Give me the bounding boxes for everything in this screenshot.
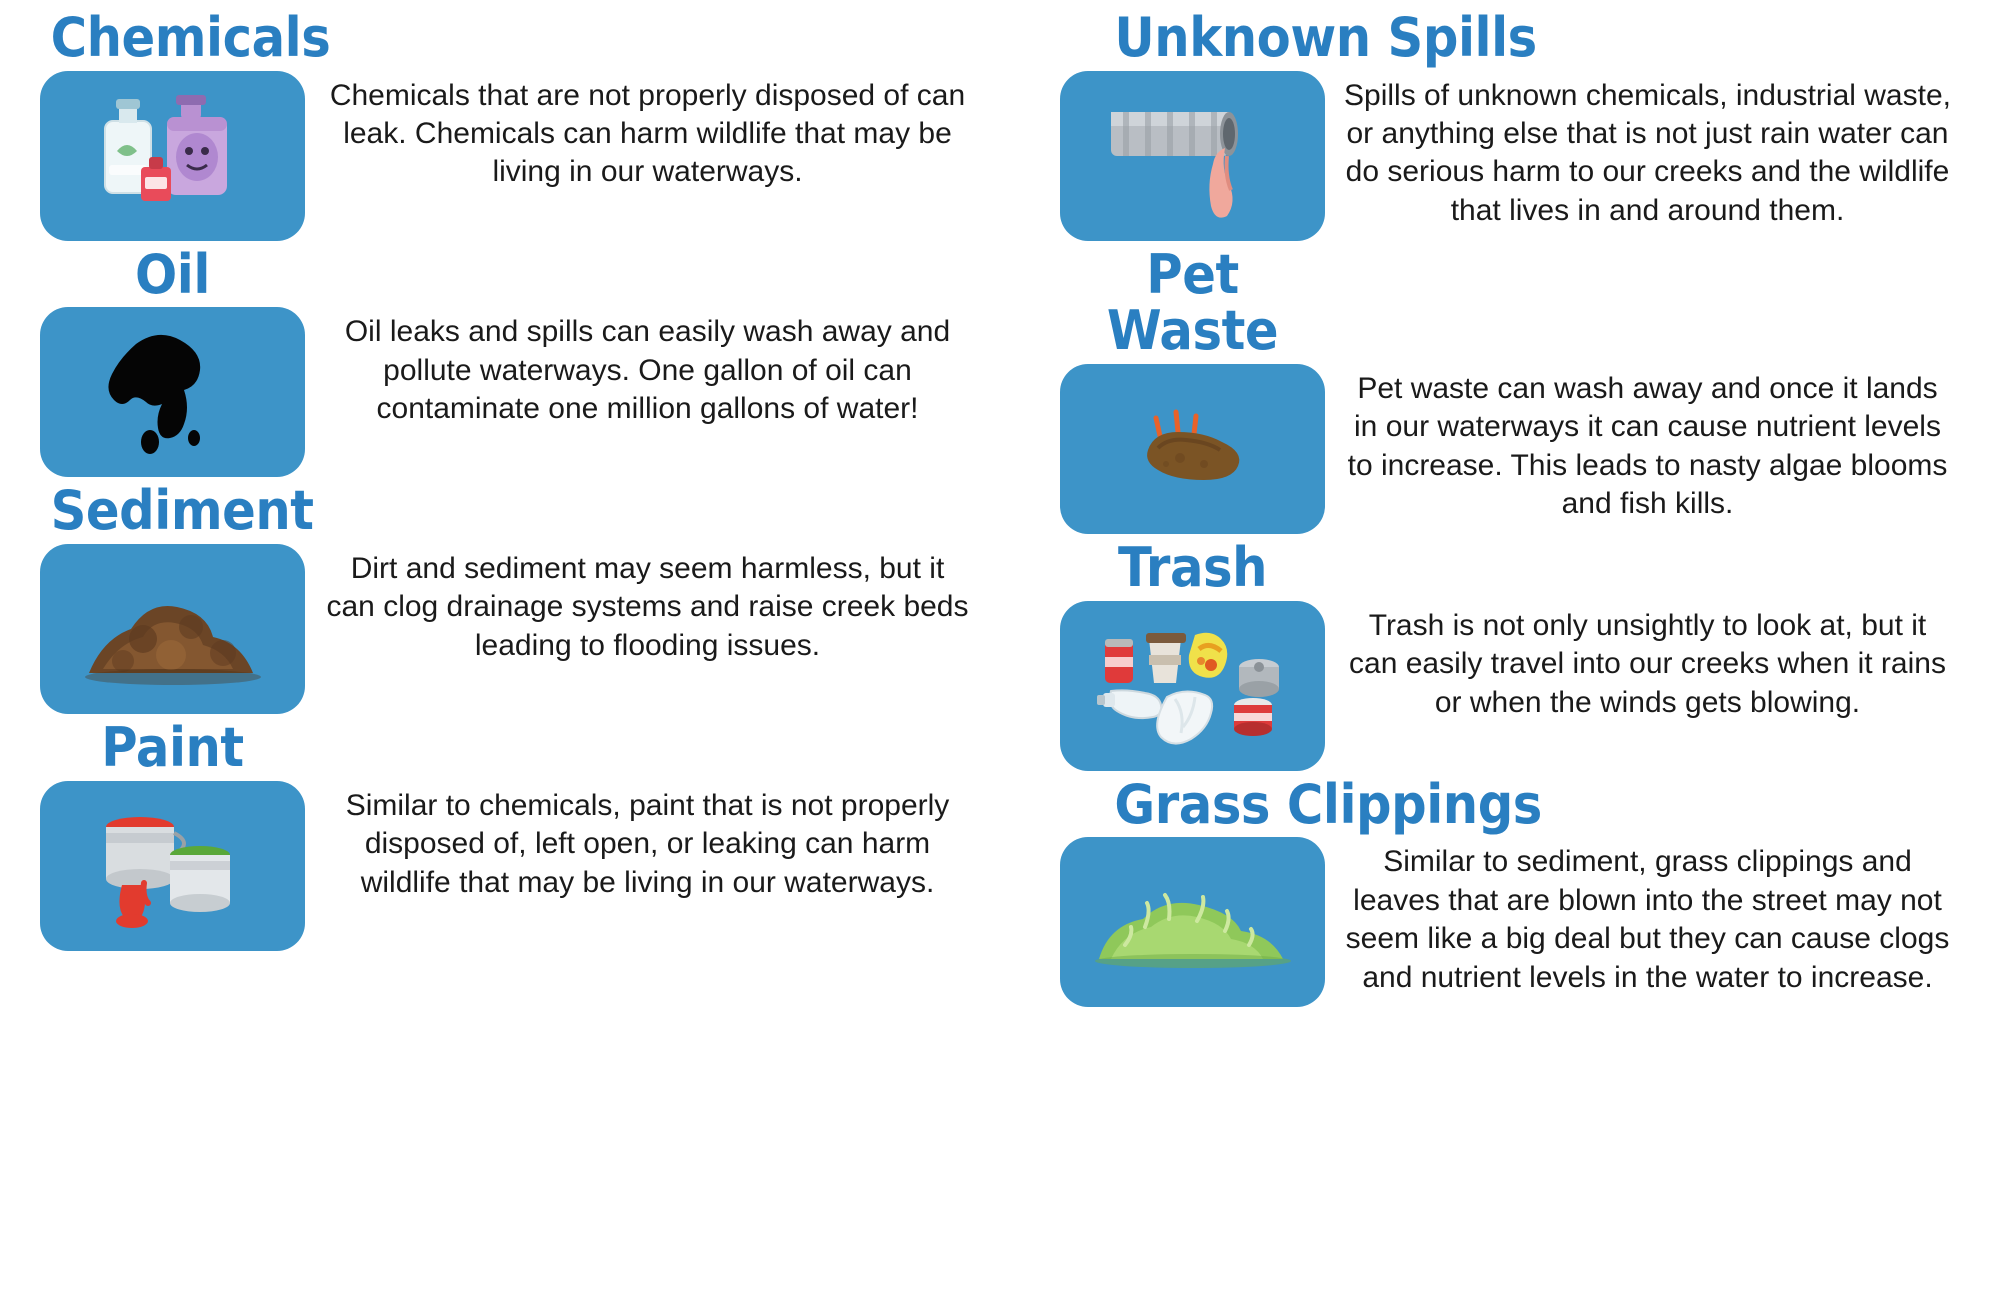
entry-paint: [40, 716, 980, 951]
drainage-pipe-discharge-icon: [1093, 86, 1293, 226]
entry-text-grass-clippings: Similar to sediment, grass clippings and leaves that are blown into the street may not seem like a big deal but they can cause clogs and nutrient levels in the water to increase.: [1345, 845, 1950, 994]
icon-tile-sediment: [40, 544, 305, 714]
entry-oil: [40, 242, 980, 478]
pet-waste-icon: [1118, 394, 1268, 504]
grass-clippings-icon: [1085, 867, 1300, 977]
icon-tile-pet-waste: [1060, 364, 1325, 534]
icon-tile-grass-clippings: [1060, 837, 1325, 1007]
icon-tile-unknown-spills: [1060, 71, 1325, 241]
entry-body-grass-clippings: [1060, 837, 1960, 1007]
entry-title-paint: Paint: [101, 716, 244, 780]
entry-text-trash: Trash is not only unsightly to look at, but it can easily travel into our creeks when it rains or when the winds gets blowing.: [1349, 608, 1946, 719]
left-column: [40, 6, 1000, 1284]
entry-pet-waste: [1060, 242, 1960, 534]
entry-chemicals: [40, 6, 980, 241]
entry-body-oil: [40, 307, 980, 477]
entry-text-unknown-spills: Spills of unknown chemicals, industrial waste, or anything else that is not just rain water can do serious harm to our creeks and the wildlife that lives in and around them.: [1344, 78, 1951, 227]
entry-body-sediment: [40, 544, 980, 714]
entry-body-trash: [1060, 601, 1960, 771]
trash-litter-icon: [1083, 613, 1303, 758]
entry-grass-clippings: [1060, 772, 1960, 1008]
entry-title-trash: Trash: [1117, 536, 1268, 600]
entry-title-chemicals: Chemicals: [50, 6, 331, 69]
icon-tile-oil: [40, 307, 305, 477]
entry-title-grass-clippings: Grass Clippings: [1114, 772, 1542, 836]
entry-trash: [1060, 536, 1960, 771]
entry-text-chemicals: Chemicals that are not properly disposed of can leak. Chemicals can harm wildlife that may be living in our waterways.: [329, 78, 966, 189]
entry-text-paint: Similar to chemicals, paint that is not properly disposed of, left open, or leaking can harm wildlife that may be living in our waterways.: [345, 788, 950, 899]
icon-tile-trash: [1060, 601, 1325, 771]
dirt-pile-icon: [73, 569, 273, 689]
entry-sediment: [40, 479, 980, 714]
entry-title-sediment: Sediment: [50, 479, 314, 543]
oil-spill-blob-icon: [88, 322, 258, 462]
chemical-bottles-icon: [83, 91, 263, 221]
entry-text-sediment: Dirt and sediment may seem harmless, but it can clog drainage systems and raise creek beds leading to flooding issues.: [326, 552, 969, 662]
entry-body-chemicals: [40, 71, 980, 241]
entry-body-unknown-spills: [1060, 71, 1960, 241]
entry-body-paint: [40, 781, 980, 951]
entry-title-oil: Oil: [135, 242, 210, 306]
entry-title-pet-waste: Pet Waste: [1106, 242, 1279, 363]
entry-body-pet-waste: [1060, 364, 1960, 534]
right-column: [1000, 6, 1960, 1284]
icon-tile-chemicals: [40, 71, 305, 241]
entry-text-oil: Oil leaks and spills can easily wash away and pollute waterways. One gallon of oil can contaminate one million gallons of water!: [344, 315, 951, 426]
entry-unknown-spills: [1060, 6, 1960, 241]
icon-tile-paint: [40, 781, 305, 951]
paint-cans-icon: [78, 793, 268, 938]
entry-text-pet-waste: Pet waste can wash away and once it lands in our waterways it can cause nutrient levels to increase. This leads to nasty algae blooms and fish kills.: [1347, 372, 1948, 521]
entry-title-unknown-spills: Unknown Spills: [1114, 6, 1537, 69]
